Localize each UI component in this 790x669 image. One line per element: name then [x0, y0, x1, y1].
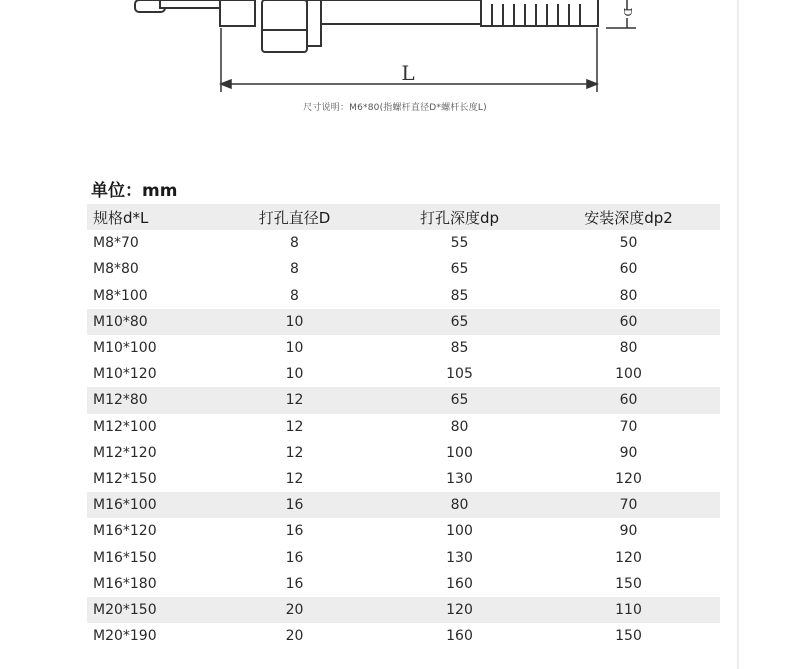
cell-spec: M16*100 [93, 497, 157, 514]
cell-install-depth: 90 [619, 523, 638, 540]
cell-spec: M12*80 [93, 392, 148, 409]
dimension-caption: 尺寸说明：M6*80(指螺杆直径D*螺杆长度L) [303, 103, 487, 113]
table-row [87, 309, 720, 335]
cell-drill-diameter: 12 [285, 470, 304, 487]
cell-spec: M8*100 [93, 287, 148, 304]
cell-drill-depth: 65 [450, 313, 469, 330]
cell-install-depth: 100 [615, 366, 642, 383]
cell-install-depth: 60 [619, 392, 638, 409]
cell-drill-diameter: 16 [285, 523, 304, 540]
cell-spec: M16*120 [93, 523, 157, 540]
cell-spec: M10*80 [93, 313, 148, 330]
cell-install-depth: 60 [619, 313, 638, 330]
cell-drill-depth: 85 [450, 340, 469, 357]
table-row [87, 256, 720, 282]
table-row [87, 492, 720, 518]
cell-drill-diameter: 12 [285, 392, 304, 409]
table-row [87, 414, 720, 440]
cell-install-depth: 70 [619, 497, 638, 514]
table-row [87, 387, 720, 413]
cell-drill-depth: 130 [446, 549, 473, 566]
cell-drill-diameter: 10 [285, 340, 304, 357]
spec-table [87, 204, 720, 649]
cell-install-depth: 90 [619, 444, 638, 461]
column-header-install-depth: 安装深度dp2 [584, 208, 673, 227]
cell-drill-depth: 130 [446, 470, 473, 487]
cell-install-depth: 150 [615, 628, 642, 645]
cell-drill-depth: 120 [446, 601, 473, 618]
table-header-row [87, 204, 720, 230]
cell-spec: M10*120 [93, 366, 157, 383]
cell-drill-depth: 160 [446, 575, 473, 592]
cell-install-depth: 80 [619, 287, 638, 304]
cell-drill-diameter: 12 [285, 444, 304, 461]
diameter-label: D [621, 7, 634, 17]
cell-drill-diameter: 8 [290, 261, 299, 278]
cell-spec: M8*80 [93, 261, 139, 278]
cell-spec: M16*150 [93, 549, 157, 566]
cell-spec: M8*70 [93, 235, 139, 252]
cell-drill-diameter: 10 [285, 313, 304, 330]
table-row [87, 571, 720, 597]
table-row [87, 230, 720, 256]
cell-drill-depth: 80 [450, 497, 469, 514]
column-header-drill-diameter: 打孔直径D [258, 208, 331, 227]
cell-spec: M12*100 [93, 418, 157, 435]
cell-spec: M12*120 [93, 444, 157, 461]
cell-install-depth: 110 [615, 601, 642, 618]
cell-install-depth: 120 [615, 470, 642, 487]
cell-drill-depth: 55 [450, 235, 469, 252]
cell-install-depth: 50 [619, 235, 638, 252]
cell-drill-diameter: 8 [290, 287, 299, 304]
table-row [87, 623, 720, 649]
cell-drill-depth: 100 [446, 444, 473, 461]
cell-drill-diameter: 16 [285, 575, 304, 592]
cell-drill-depth: 105 [446, 366, 473, 383]
cell-drill-depth: 80 [450, 418, 469, 435]
table-row [87, 283, 720, 309]
cell-spec: M16*180 [93, 575, 157, 592]
cell-drill-diameter: 20 [285, 628, 304, 645]
table-row [87, 335, 720, 361]
cell-drill-depth: 85 [450, 287, 469, 304]
cell-drill-depth: 65 [450, 392, 469, 409]
cell-drill-diameter: 16 [285, 549, 304, 566]
table-row [87, 361, 720, 387]
cell-spec: M12*150 [93, 470, 157, 487]
cell-install-depth: 60 [619, 261, 638, 278]
cell-drill-depth: 100 [446, 523, 473, 540]
cell-drill-diameter: 16 [285, 497, 304, 514]
cell-drill-diameter: 12 [285, 418, 304, 435]
column-header-spec: 规格d*L [93, 208, 149, 227]
table-row [87, 466, 720, 492]
table-row [87, 518, 720, 544]
cell-spec: M20*150 [93, 601, 157, 618]
table-row [87, 597, 720, 623]
cell-install-depth: 80 [619, 340, 638, 357]
cell-spec: M20*190 [93, 628, 157, 645]
cell-spec: M10*100 [93, 340, 157, 357]
length-label: L [401, 61, 415, 85]
bolt-drawing [135, 0, 598, 52]
cell-install-depth: 120 [615, 549, 642, 566]
unit-title: 单位：mm [91, 181, 178, 201]
cell-drill-diameter: 20 [285, 601, 304, 618]
cell-drill-depth: 65 [450, 261, 469, 278]
column-header-drill-depth: 打孔深度dp [419, 208, 500, 227]
cell-install-depth: 150 [615, 575, 642, 592]
cell-drill-diameter: 10 [285, 366, 304, 383]
cell-drill-depth: 160 [446, 628, 473, 645]
table-row [87, 544, 720, 570]
cell-install-depth: 70 [619, 418, 638, 435]
table-row [87, 440, 720, 466]
cell-drill-diameter: 8 [290, 235, 299, 252]
